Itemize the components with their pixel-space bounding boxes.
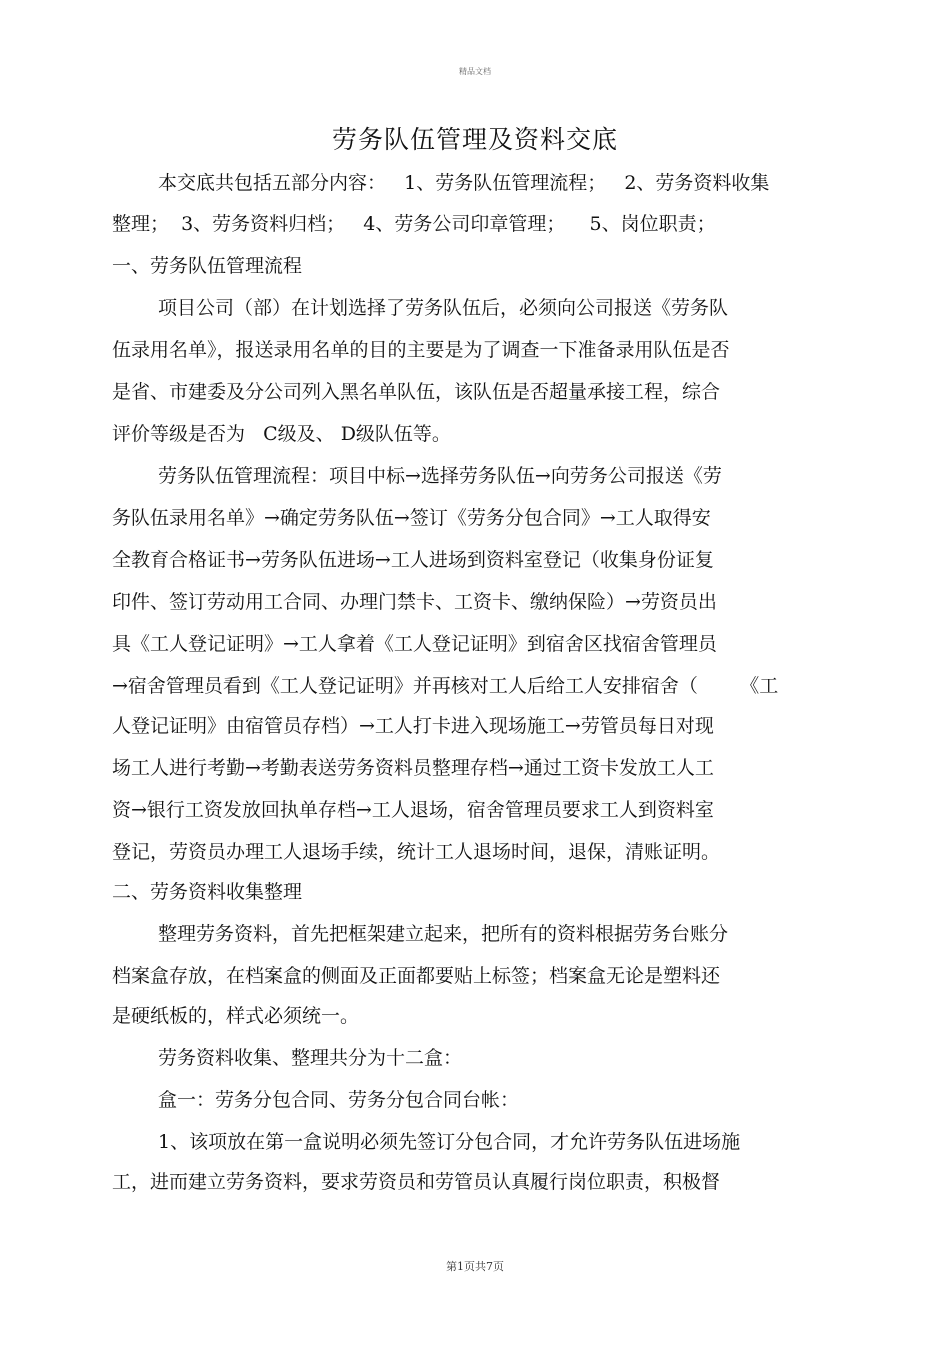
text-line: 档案盒存放，在档案盒的侧面及正面都要贴上标签；档案盒无论是塑料还	[112, 965, 721, 987]
text-line: 登记，劳资员办理工人退场手续，统计工人退场时间，退保，清账证明。	[112, 841, 721, 863]
section-heading: 二、劳务资料收集整理	[112, 881, 303, 903]
text-line: 工，进而建立劳务资料，要求劳资员和劳管员认真履行岗位职责，积极督	[112, 1171, 721, 1193]
text-line: 是省、市建委及分公司列入黑名单队伍，该队伍是否超量承接工程，综合	[112, 381, 721, 403]
text-line: 场工人进行考勤→考勤表送劳务资料员整理存档→通过工资卡发放工人工	[112, 757, 714, 779]
text-line: 资→银行工资发放回执单存档→工人退场，宿舍管理员要求工人到资料室	[112, 799, 714, 821]
text-line: 具《工人登记证明》→工人拿着《工人登记证明》到宿舍区找宿舍管理员	[112, 633, 717, 655]
text-line: 印件、签订劳动用工合同、办理门禁卡、工资卡、缴纳保险）→劳资员出	[112, 591, 717, 613]
text-line: 务队伍录用名单》→确定劳务队伍→签订《劳务分包合同》→工人取得安	[112, 507, 711, 529]
page-number: 第1页共7页	[446, 1260, 504, 1273]
text-line: 整理； 3、劳务资料归档； 4、劳务公司印章管理； 5、岗位职责；	[112, 213, 716, 235]
text-line: 全教育合格证书→劳务队伍进场→工人进场到资料室登记（收集身份证复	[112, 549, 714, 571]
text-line: 劳务资料收集、整理共分为十二盒：	[158, 1047, 463, 1069]
text-line: 人登记证明》由宿管员存档）→工人打卡进入现场施工→劳管员每日对现	[112, 715, 714, 737]
document-title: 劳务队伍管理及资料交底	[331, 125, 618, 154]
text-line: 是硬纸板的，样式必须统一。	[112, 1005, 360, 1027]
text-line: 整理劳务资料，首先把框架建立起来，把所有的资料根据劳务台账分	[158, 923, 729, 945]
header-mark: 精品文档	[459, 67, 491, 76]
text-line: 伍录用名单》，报送录用名单的目的主要是为了调查一下准备录用队伍是否	[112, 339, 730, 361]
text-line: 本交底共包括五部分内容： 1、劳务队伍管理流程； 2、劳务资料收集	[158, 172, 770, 194]
text-line: 1、该项放在第一盒说明必须先签订分包合同，才允许劳务队伍进场施	[158, 1131, 741, 1153]
text-line: 盒一：劳务分包合同、劳务分包合同台帐：	[158, 1089, 520, 1111]
text-line: 劳务队伍管理流程：项目中标→选择劳务队伍→向劳务公司报送《劳	[158, 465, 722, 487]
text-line: →宿舍管理员看到《工人登记证明》并再核对工人后给工人安排宿舍（ 《工	[112, 675, 779, 697]
section-heading: 一、劳务队伍管理流程	[112, 255, 303, 277]
text-line: 评价等级是否为 C级及、 D级队伍等。	[112, 423, 451, 445]
text-line: 项目公司（部）在计划选择了劳务队伍后，必须向公司报送《劳务队	[158, 297, 729, 319]
